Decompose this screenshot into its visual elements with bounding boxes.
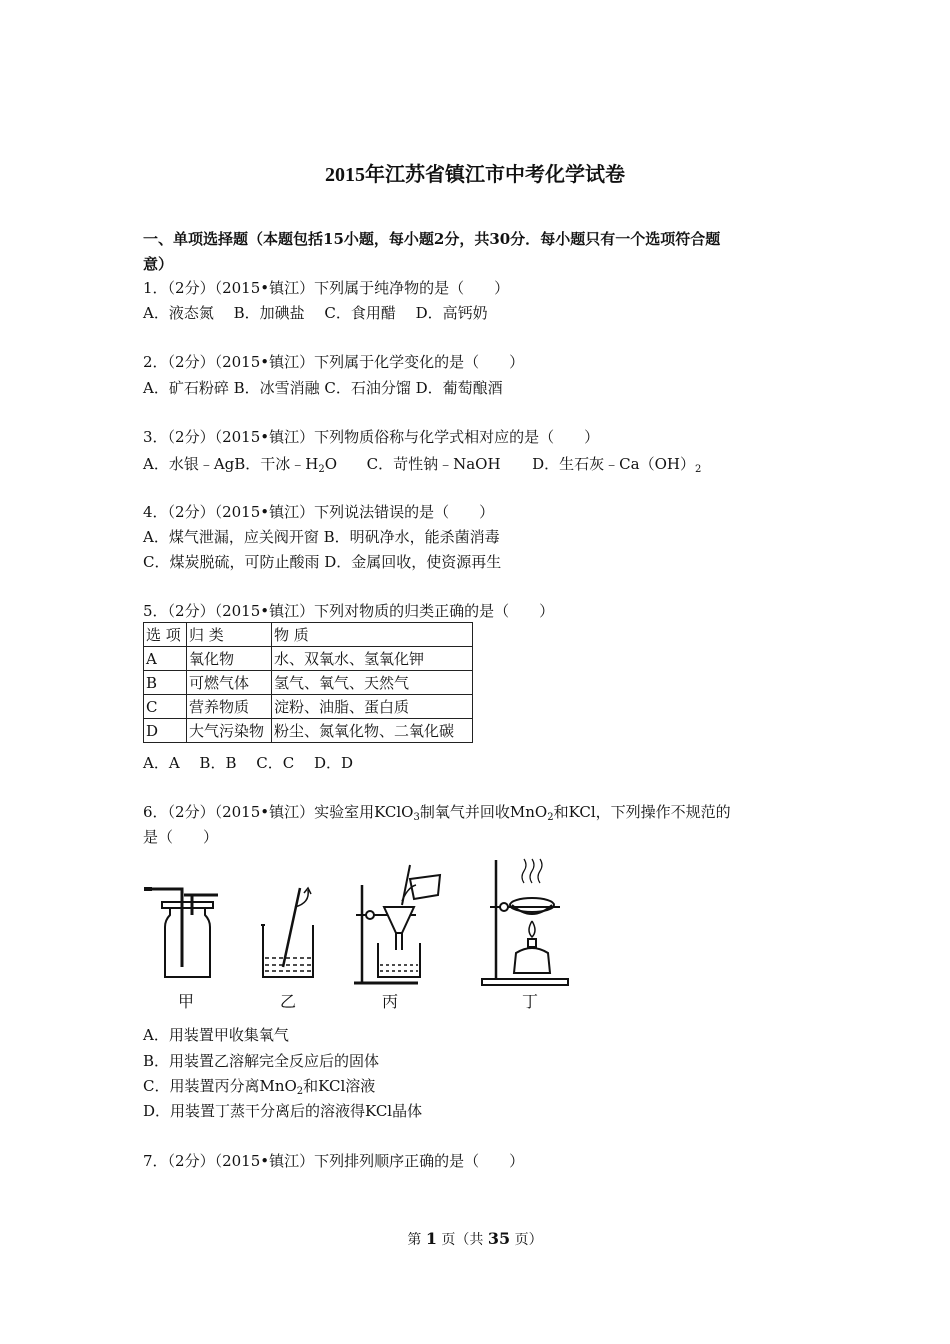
question-6-stem [143, 801, 731, 823]
option-d: D．生石灰﹣Ca（OH） [532, 455, 695, 473]
figure-label-ding: 丁 [521, 992, 539, 1011]
option-c-part: C．用装置丙分离MnO [143, 1077, 297, 1095]
question-1-stem: 1．（2分）（2015•镇江）下列属于纯净物的是（ ） [143, 279, 510, 297]
section-heading-cont: 意） [143, 255, 174, 273]
table-cell: C [144, 695, 187, 719]
table-header-cell: 物 质 [272, 623, 473, 647]
subscript: 2 [318, 464, 325, 475]
table-header-row [144, 623, 473, 647]
total-pages: 35 [487, 1229, 511, 1248]
figure-label-bing: 丙 [381, 992, 399, 1011]
question-3-stem: 3．（2分）（2015•镇江）下列物质俗称与化学式相对应的是（ ） [143, 428, 600, 446]
question-2-options: A．矿石粉碎 B．冰雪消融 C．石油分馏 D．葡萄酿酒 [143, 379, 503, 397]
subscript: 3 [413, 812, 420, 823]
table-cell: 粉尘、氮氧化物、二氧化碳 [272, 719, 473, 743]
page-number: 1 [425, 1229, 437, 1248]
subscript: 2 [296, 1086, 304, 1097]
table-cell: D [144, 719, 187, 743]
page-footer [0, 1229, 950, 1249]
question-1-options: A．液态氮 B．加碘盐 C．食用醋 D．高钙奶 [143, 304, 488, 322]
subscript: 2 [547, 812, 554, 823]
table-row [144, 719, 473, 743]
option-b-end: O [324, 455, 338, 473]
page-title: 2015年江苏省镇江市中考化学试卷 [325, 164, 625, 186]
question-4-options-cd: C．煤炭脱硫，可防止酸雨 D．金属回收，使资源再生 [143, 553, 502, 571]
question-4-stem: 4．（2分）（2015•镇江）下列说法错误的是（ ） [143, 503, 495, 521]
footer-text: 页（共 [436, 1232, 488, 1248]
subscript: 2 [694, 464, 702, 475]
question-3-options [143, 453, 701, 475]
stem-part: 制氧气并回收MnO [419, 803, 548, 821]
option-a-b: A．水银﹣AgB．干冰﹣H [143, 455, 319, 473]
table-row [144, 647, 473, 671]
figure-label-jia: 甲 [177, 992, 195, 1011]
table-cell: A [144, 647, 187, 671]
table-cell: 大气污染物 [187, 719, 272, 743]
question-6-option-c [143, 1075, 375, 1097]
table-cell: 营养物质 [187, 695, 272, 719]
question-6-option-d: D．用装置丁蒸干分离后的溶液得KCl晶体 [143, 1102, 423, 1120]
section-heading: 一、单项选择题（本题包括15小题，每小题2分，共30分．每小题只有一个选项符合题 [143, 230, 721, 248]
figure-label-yi: 乙 [279, 992, 297, 1011]
question-6-stem-cont: 是（ ） [143, 828, 219, 846]
table-cell: 可燃气体 [187, 671, 272, 695]
table-header-cell: 归 类 [187, 623, 272, 647]
question-6-option-b: B．用装置乙溶解完全反应后的固体 [143, 1052, 380, 1070]
option-c: C．苛性钠﹣NaOH [366, 455, 501, 473]
table-header-cell: 选 项 [144, 623, 187, 647]
question-2-stem: 2．（2分）（2015•镇江）下列属于化学变化的是（ ） [143, 353, 525, 371]
table-row [144, 695, 473, 719]
apparatus-jia [144, 889, 218, 977]
question-7-stem: 7．（2分）（2015•镇江）下列排列顺序正确的是（ ） [143, 1152, 525, 1170]
table-cell: 氧化物 [187, 647, 272, 671]
stem-part: 6．（2分）（2015•镇江）实验室用KClO [143, 803, 414, 821]
footer-text: 第 [407, 1232, 426, 1248]
question-5-stem: 5．（2分）（2015•镇江）下列对物质的归类正确的是（ ） [143, 602, 555, 620]
question-5-options: A．A B．B C．C D．D [143, 754, 354, 772]
footer-text: 页） [510, 1232, 543, 1248]
question-6-option-a: A．用装置甲收集氧气 [143, 1026, 289, 1044]
table-cell: 淀粉、油脂、蛋白质 [272, 695, 473, 719]
option-c-part: 和KCl溶液 [303, 1077, 376, 1095]
apparatus-figure [140, 855, 585, 1015]
stem-part: 和KCl，下列操作不规范的 [553, 803, 731, 821]
table-cell: B [144, 671, 187, 695]
apparatus-bing [354, 865, 440, 983]
question-4-options-ab: A．煤气泄漏，应关阀开窗 B．明矾净水，能杀菌消毒 [143, 528, 500, 546]
table-cell: 水、双氧水、氢氧化钾 [272, 647, 473, 671]
table-row [144, 671, 473, 695]
table-cell: 氢气、氧气、天然气 [272, 671, 473, 695]
classification-table [143, 622, 473, 743]
apparatus-ding [482, 859, 568, 985]
apparatus-yi [261, 888, 313, 977]
